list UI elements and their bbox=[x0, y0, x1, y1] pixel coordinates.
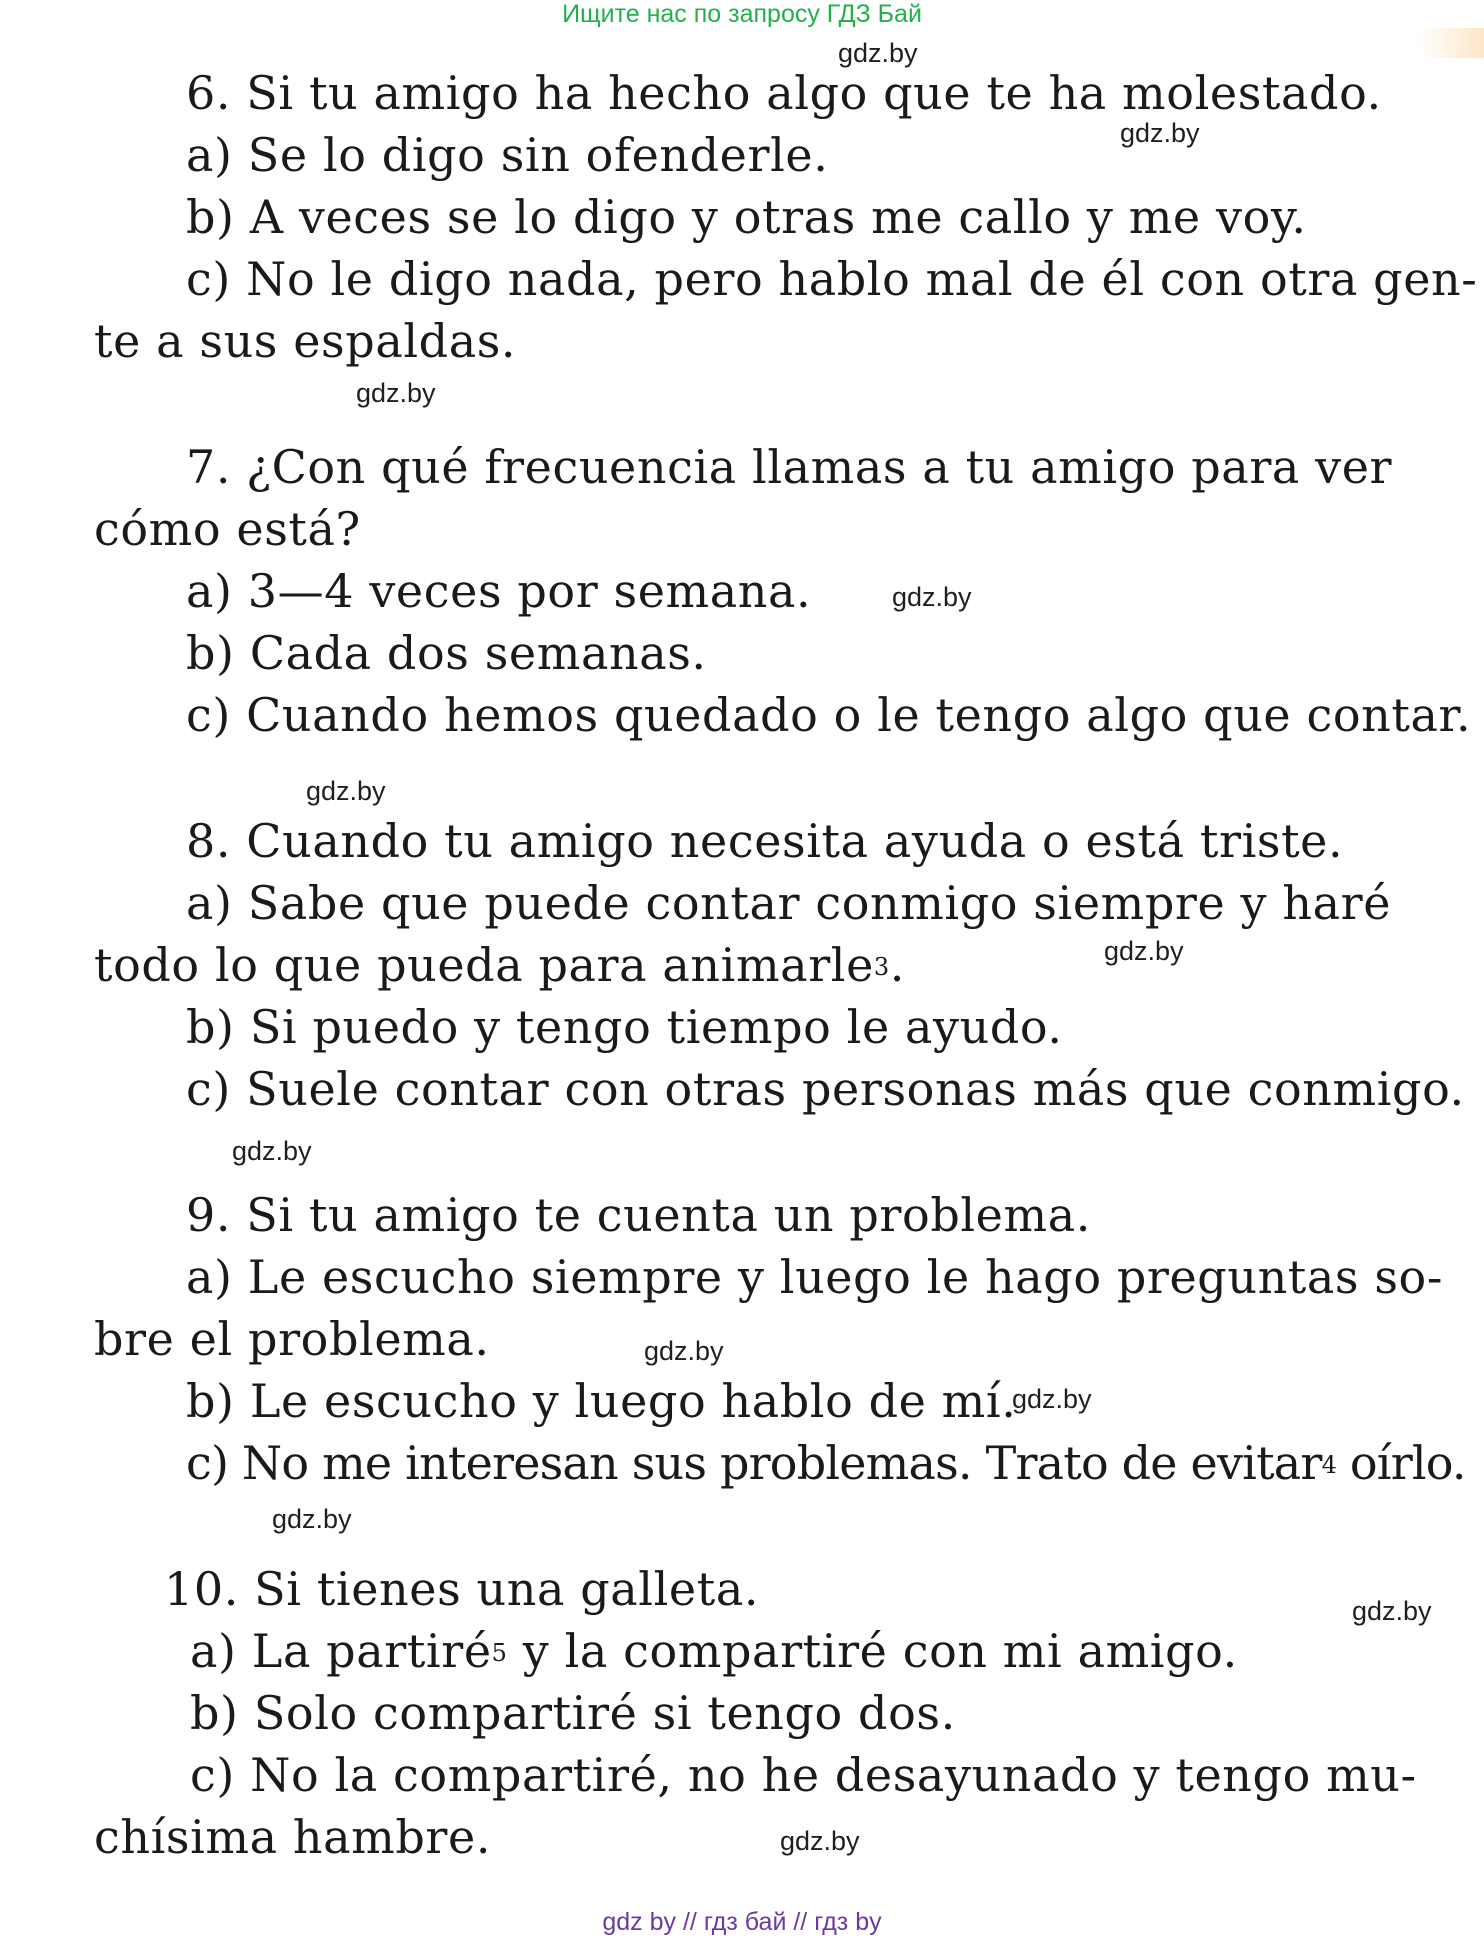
watermark: gdz.by bbox=[232, 1136, 312, 1166]
question-6-option-a: a) Se lo digo sin ofenderle. bbox=[186, 128, 829, 182]
question-9-option-c: c) No me interesan sus problemas. Trato de evitar$^4$ oírlo. bbox=[186, 1436, 1466, 1490]
footnote-marker: 5 bbox=[491, 1639, 508, 1667]
corner-tab bbox=[1418, 28, 1484, 58]
watermark: gdz.by bbox=[1012, 1384, 1092, 1414]
watermark: gdz.by bbox=[892, 582, 972, 612]
question-7-text: 7. ¿Con qué frecuencia llamas a tu amigo para ver bbox=[186, 440, 1393, 494]
search-hint-banner: Ищите нас по запросу ГДЗ Бай bbox=[562, 0, 922, 28]
question-10-option-c: c) No la compartiré, no he desayunado y tengo mu- bbox=[190, 1748, 1417, 1802]
question-10-option-c-continued: chísima hambre. bbox=[94, 1810, 492, 1864]
watermark: gdz.by bbox=[272, 1504, 352, 1534]
question-8-option-b: b) Si puedo y tengo tiempo le ayudo. bbox=[186, 1000, 1063, 1054]
footnote-marker: 3 bbox=[873, 953, 890, 981]
watermark: gdz.by bbox=[1352, 1596, 1432, 1626]
question-9-option-b: b) Le escucho y luego hablo de mí. bbox=[186, 1374, 1017, 1428]
watermark: gdz.by bbox=[356, 378, 436, 408]
watermark: gdz.by bbox=[838, 38, 918, 68]
question-7-option-b: b) Cada dos semanas. bbox=[186, 626, 707, 680]
watermark: gdz.by bbox=[1104, 936, 1184, 966]
question-10-option-b: b) Solo compartiré si tengo dos. bbox=[190, 1686, 956, 1740]
watermark: gdz.by bbox=[644, 1336, 724, 1366]
question-9-option-a-continued: bre el problema. bbox=[94, 1312, 490, 1366]
watermark: gdz.by bbox=[306, 776, 386, 806]
footer-links: gdz by // гдз бай // гдз by bbox=[602, 1908, 882, 1936]
question-10-option-a: a) La partiré$^5$ y la compartiré con mi amigo. bbox=[190, 1624, 1238, 1678]
question-7-text-continued: cómo está? bbox=[94, 502, 361, 556]
question-6-text: 6. Si tu amigo ha hecho algo que te ha molestado. bbox=[186, 66, 1382, 120]
question-6-option-c: c) No le digo nada, pero hablo mal de él con otra gen- bbox=[186, 252, 1478, 306]
question-8-text: 8. Cuando tu amigo necesita ayuda o está triste. bbox=[186, 814, 1344, 868]
question-8-option-c: c) Suele contar con otras personas más que conmigo. bbox=[186, 1062, 1465, 1116]
question-8-option-a: a) Sabe que puede contar conmigo siempre y haré bbox=[186, 876, 1392, 930]
question-6-option-b: b) A veces se lo digo y otras me callo y me voy. bbox=[186, 190, 1307, 244]
question-9-text: 9. Si tu amigo te cuenta un problema. bbox=[186, 1188, 1091, 1242]
question-7-option-a: a) 3—4 veces por semana. bbox=[186, 564, 812, 618]
watermark: gdz.by bbox=[1120, 118, 1200, 148]
question-9-option-a: a) Le escucho siempre y luego le hago preguntas so- bbox=[186, 1250, 1443, 1304]
question-8-option-a-continued: todo lo que pueda para animarle$^3$. bbox=[94, 938, 906, 992]
footnote-marker: 4 bbox=[1321, 1451, 1337, 1479]
question-6-option-c-continued: te a sus espaldas. bbox=[94, 314, 517, 368]
question-10-text: 10. Si tienes una galleta. bbox=[164, 1562, 760, 1616]
watermark: gdz.by bbox=[780, 1826, 860, 1856]
question-7-option-c: c) Cuando hemos quedado o le tengo algo que contar. bbox=[186, 688, 1472, 742]
